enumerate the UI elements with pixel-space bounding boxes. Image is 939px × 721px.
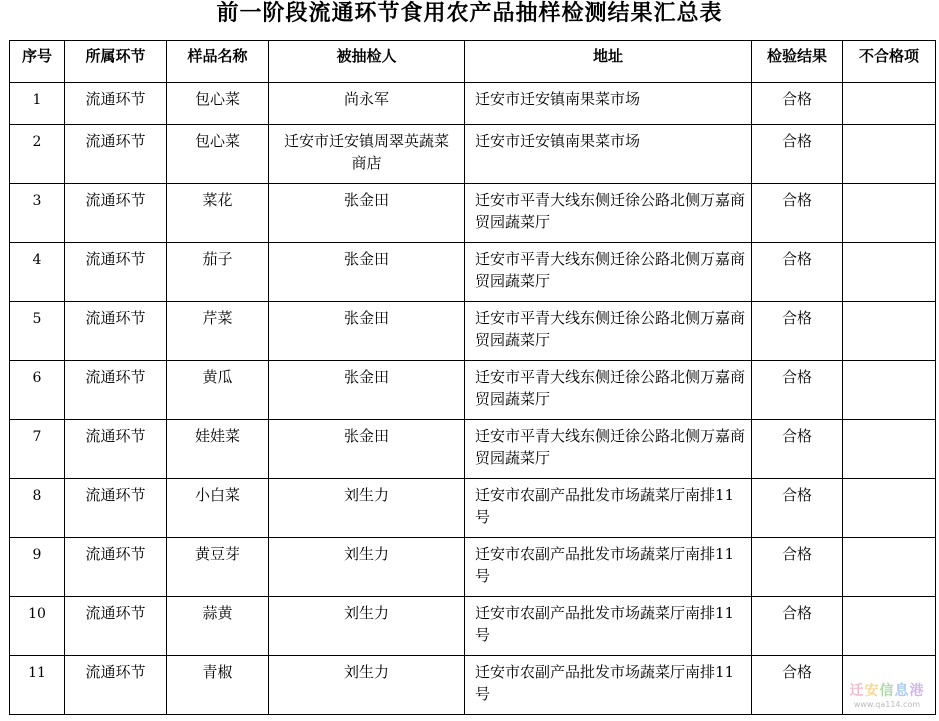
cell-address: 迁安市平青大线东侧迁徐公路北侧万嘉商贸园蔬菜厅 xyxy=(465,302,752,361)
cell-inspected-party: 刘生力 xyxy=(269,538,465,597)
cell-index: 8 xyxy=(10,479,65,538)
cell-inspected-party: 张金田 xyxy=(269,361,465,420)
watermark-url: www.qa114.com xyxy=(853,700,921,709)
header-inspected-party: 被抽检人 xyxy=(269,41,465,83)
header-index: 序号 xyxy=(10,41,65,83)
table-row xyxy=(10,656,936,715)
cell-stage: 流通环节 xyxy=(65,656,167,715)
cell-index: 10 xyxy=(10,597,65,656)
cell-index: 5 xyxy=(10,302,65,361)
cell-sample-name: 小白菜 xyxy=(167,479,269,538)
cell-index: 3 xyxy=(10,184,65,243)
cell-sample-name: 青椒 xyxy=(167,656,269,715)
cell-inspected-party: 张金田 xyxy=(269,184,465,243)
cell-stage: 流通环节 xyxy=(65,420,167,479)
page-title: 前一阶段流通环节食用农产品抽样检测结果汇总表 xyxy=(216,0,723,26)
cell-stage: 流通环节 xyxy=(65,184,167,243)
table-row xyxy=(10,243,936,302)
cell-inspected-party: 迁安市迁安镇周翠英蔬菜商店 xyxy=(269,125,465,184)
cell-index: 2 xyxy=(10,125,65,184)
cell-index: 1 xyxy=(10,83,65,125)
table-row xyxy=(10,125,936,184)
cell-inspected-party: 张金田 xyxy=(269,420,465,479)
cell-address: 迁安市农副产品批发市场蔬菜厅南排11号 xyxy=(465,656,752,715)
cell-address: 迁安市迁安镇南果菜市场 xyxy=(465,83,752,125)
table-row xyxy=(10,479,936,538)
cell-address: 迁安市平青大线东侧迁徐公路北侧万嘉商贸园蔬菜厅 xyxy=(465,361,752,420)
cell-result: 合格 xyxy=(752,538,843,597)
cell-result: 合格 xyxy=(752,361,843,420)
cell-sample-name: 包心菜 xyxy=(167,125,269,184)
cell-sample-name: 菜花 xyxy=(167,184,269,243)
cell-result: 合格 xyxy=(752,420,843,479)
cell-index: 7 xyxy=(10,420,65,479)
cell-index: 6 xyxy=(10,361,65,420)
cell-stage: 流通环节 xyxy=(65,125,167,184)
cell-result: 合格 xyxy=(752,479,843,538)
cell-stage: 流通环节 xyxy=(65,538,167,597)
watermark-logo: 迁安信息港 xyxy=(849,683,925,699)
cell-sample-name: 茄子 xyxy=(167,243,269,302)
cell-address: 迁安市农副产品批发市场蔬菜厅南排11号 xyxy=(465,479,752,538)
cell-failed-items xyxy=(843,361,936,420)
cell-failed-items xyxy=(843,597,936,656)
table-row xyxy=(10,83,936,125)
table-row xyxy=(10,184,936,243)
header-stage: 所属环节 xyxy=(65,41,167,83)
cell-sample-name: 黄瓜 xyxy=(167,361,269,420)
cell-failed-items xyxy=(843,125,936,184)
header-failed-items: 不合格项 xyxy=(843,41,936,83)
cell-address: 迁安市农副产品批发市场蔬菜厅南排11号 xyxy=(465,597,752,656)
cell-failed-items xyxy=(843,83,936,125)
cell-sample-name: 蒜黄 xyxy=(167,597,269,656)
cell-result: 合格 xyxy=(752,656,843,715)
cell-failed-items xyxy=(843,243,936,302)
cell-inspected-party: 刘生力 xyxy=(269,479,465,538)
header-row xyxy=(10,41,936,83)
cell-address: 迁安市迁安镇南果菜市场 xyxy=(465,125,752,184)
cell-inspected-party: 张金田 xyxy=(269,302,465,361)
cell-result: 合格 xyxy=(752,243,843,302)
cell-inspected-party: 刘生力 xyxy=(269,597,465,656)
header-result: 检验结果 xyxy=(752,41,843,83)
cell-index: 4 xyxy=(10,243,65,302)
cell-address: 迁安市平青大线东侧迁徐公路北侧万嘉商贸园蔬菜厅 xyxy=(465,184,752,243)
cell-stage: 流通环节 xyxy=(65,479,167,538)
table-row xyxy=(10,538,936,597)
cell-result: 合格 xyxy=(752,83,843,125)
result-table xyxy=(9,40,936,715)
cell-stage: 流通环节 xyxy=(65,361,167,420)
cell-sample-name: 包心菜 xyxy=(167,83,269,125)
cell-inspected-party: 刘生力 xyxy=(269,656,465,715)
cell-inspected-party: 尚永军 xyxy=(269,83,465,125)
cell-stage: 流通环节 xyxy=(65,597,167,656)
cell-sample-name: 黄豆芽 xyxy=(167,538,269,597)
table-row xyxy=(10,597,936,656)
table-row xyxy=(10,302,936,361)
cell-sample-name: 芹菜 xyxy=(167,302,269,361)
cell-failed-items xyxy=(843,420,936,479)
cell-stage: 流通环节 xyxy=(65,83,167,125)
cell-failed-items xyxy=(843,184,936,243)
cell-stage: 流通环节 xyxy=(65,302,167,361)
cell-failed-items xyxy=(843,538,936,597)
cell-address: 迁安市平青大线东侧迁徐公路北侧万嘉商贸园蔬菜厅 xyxy=(465,420,752,479)
table-row xyxy=(10,361,936,420)
cell-sample-name: 娃娃菜 xyxy=(167,420,269,479)
header-address: 地址 xyxy=(465,41,752,83)
cell-stage: 流通环节 xyxy=(65,243,167,302)
cell-failed-items xyxy=(843,302,936,361)
cell-result: 合格 xyxy=(752,125,843,184)
site-watermark xyxy=(842,682,932,718)
cell-address: 迁安市平青大线东侧迁徐公路北侧万嘉商贸园蔬菜厅 xyxy=(465,243,752,302)
cell-failed-items xyxy=(843,479,936,538)
cell-result: 合格 xyxy=(752,302,843,361)
cell-result: 合格 xyxy=(752,184,843,243)
cell-index: 11 xyxy=(10,656,65,715)
cell-inspected-party: 张金田 xyxy=(269,243,465,302)
cell-index: 9 xyxy=(10,538,65,597)
table-row xyxy=(10,420,936,479)
header-sample-name: 样品名称 xyxy=(167,41,269,83)
cell-address: 迁安市农副产品批发市场蔬菜厅南排11号 xyxy=(465,538,752,597)
cell-result: 合格 xyxy=(752,597,843,656)
